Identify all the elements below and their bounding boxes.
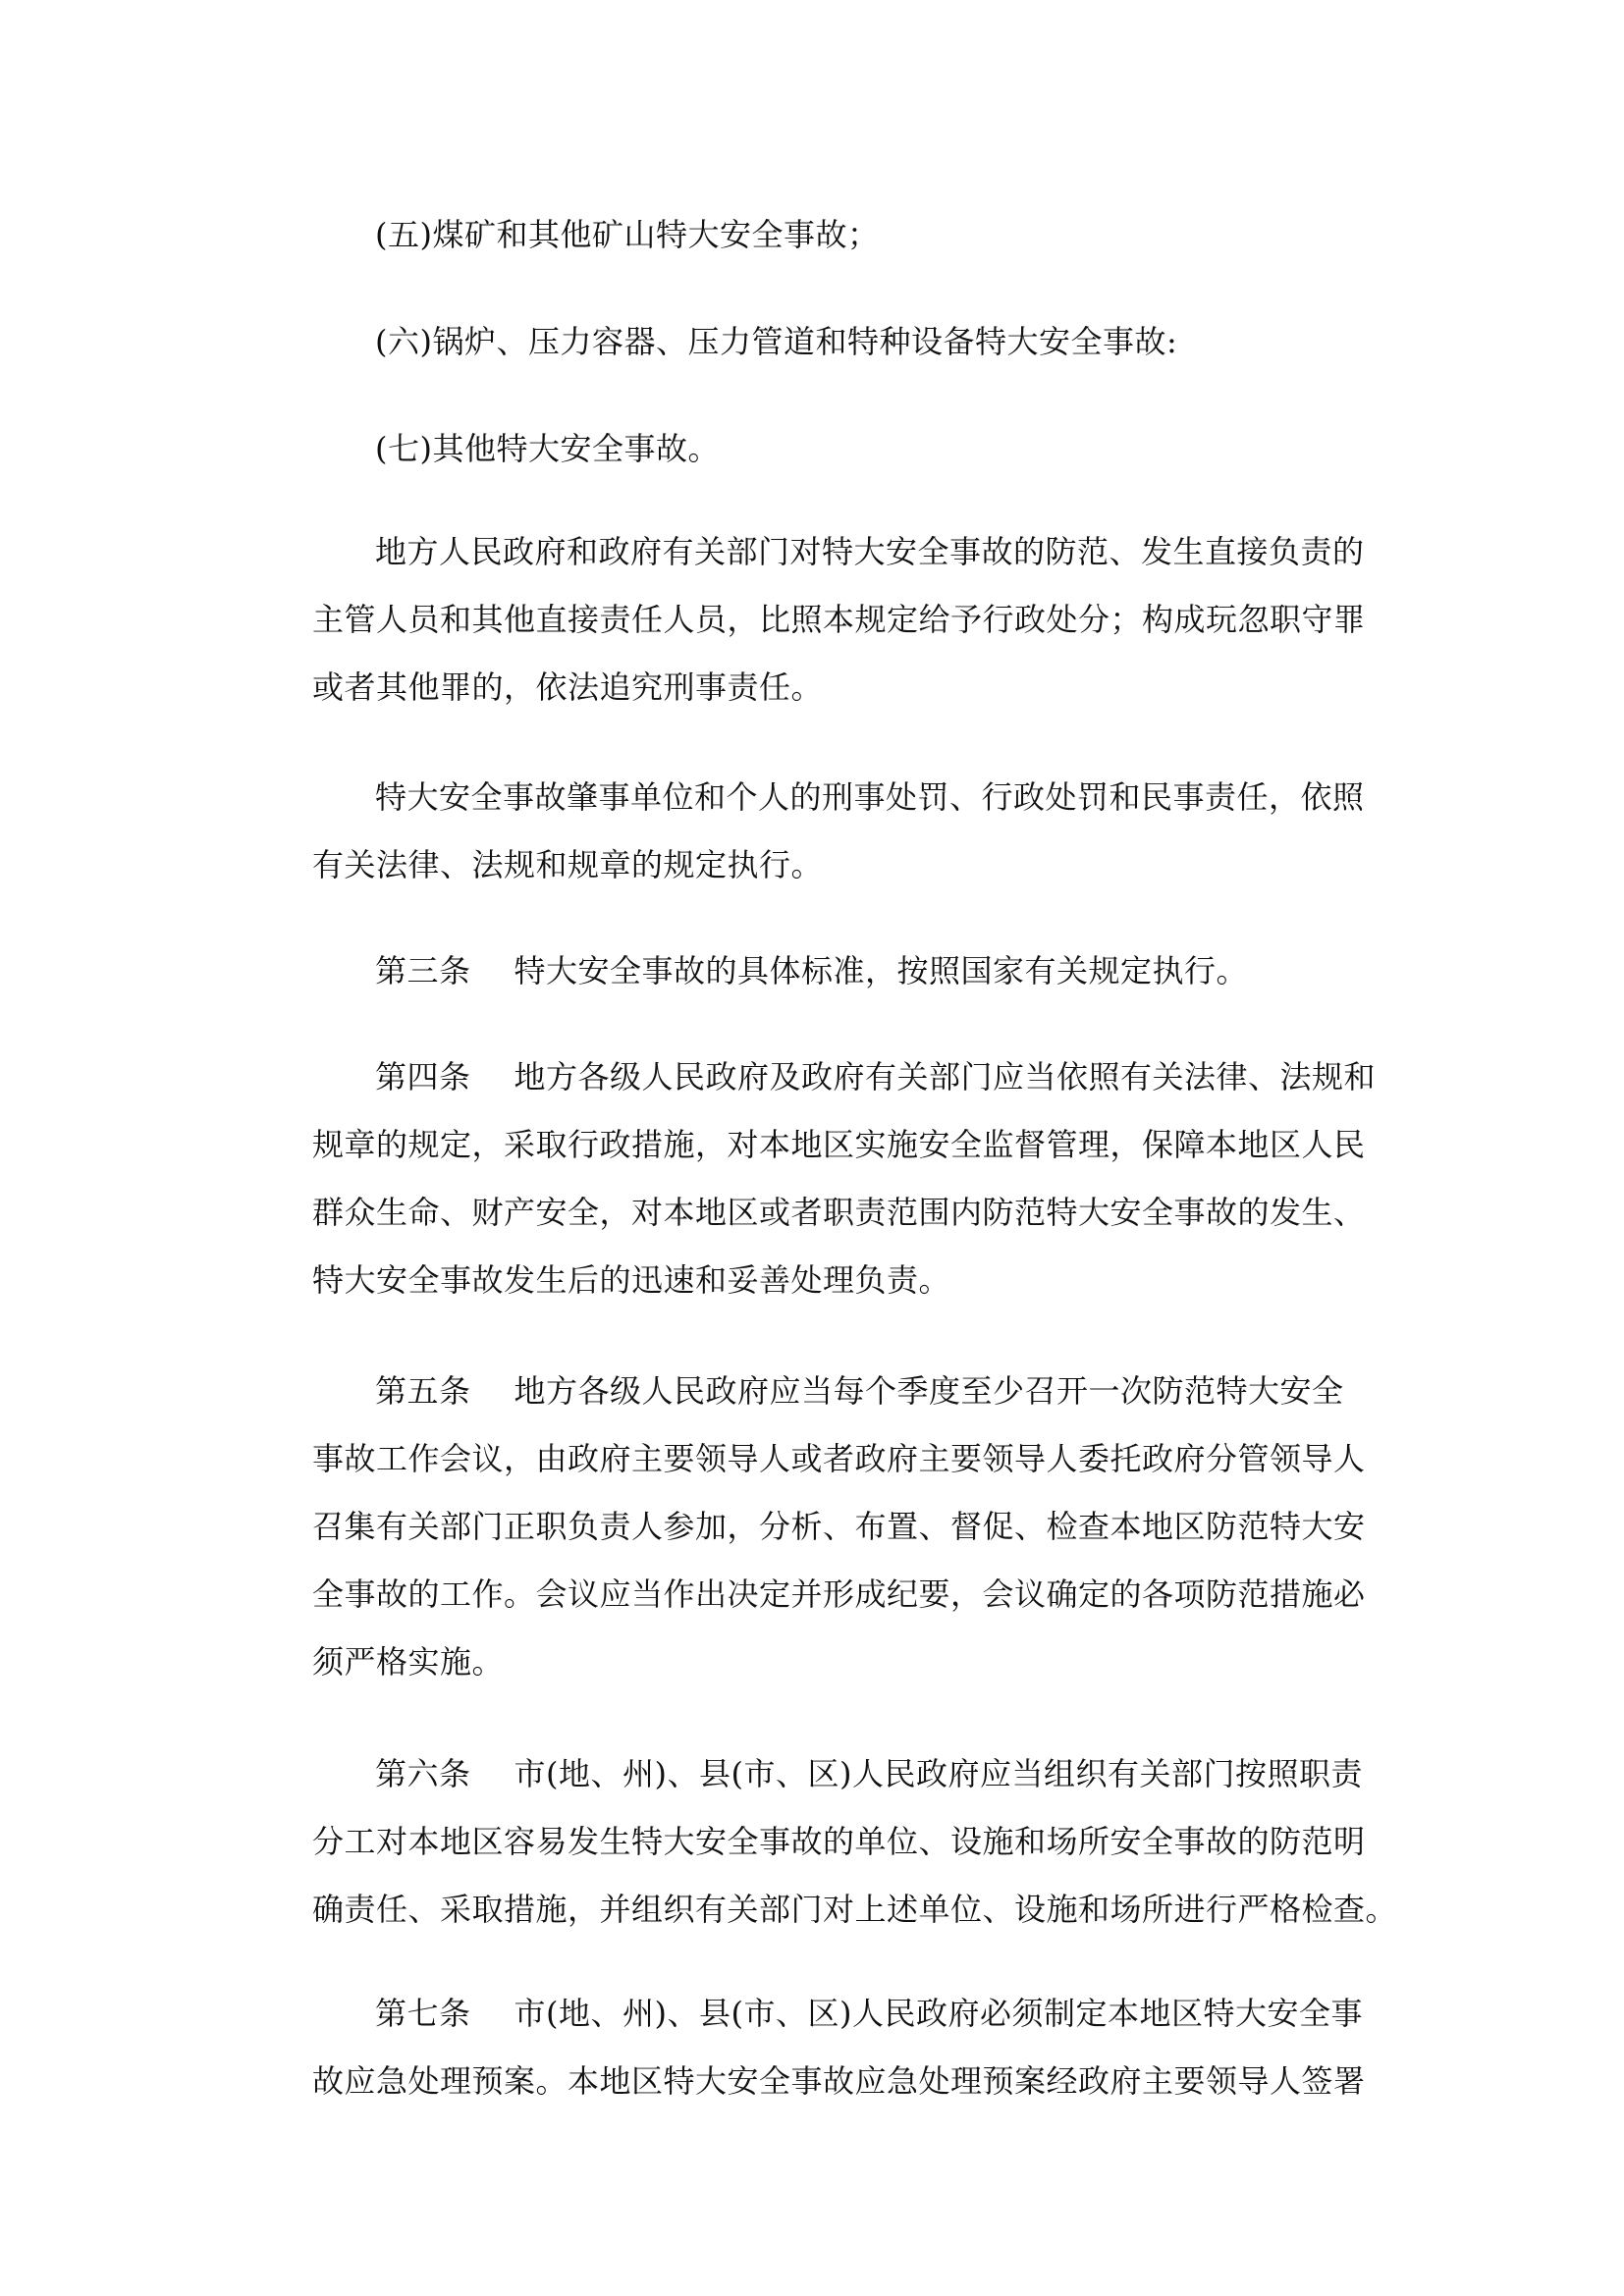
article-line: 故应急处理预案。本地区特大安全事故应急处理预案经政府主要领导人签署 [312, 2062, 1366, 2100]
list-item-text: (六)锅炉、压力容器、压力管道和特种设备特大安全事故: [375, 323, 1178, 360]
article-number: 第六条 [375, 1755, 471, 1792]
paragraph-line: 特大安全事故肇事单位和个人的刑事处罚、行政处罚和民事责任，依照 [375, 778, 1365, 816]
article-line: 特大安全事故发生后的迅速和妥善处理负责。 [312, 1261, 951, 1299]
paragraph-line: 地方人民政府和政府有关部门对特大安全事故的防范、发生直接负责的 [375, 533, 1365, 570]
article-line: 全事故的工作。会议应当作出决定并形成纪要，会议确定的各项防范措施必 [312, 1575, 1366, 1613]
article-line: 确责任、采取措施，并组织有关部门对上述单位、设施和场所进行严格检查。 [312, 1891, 1398, 1928]
article-line: 市(地、州)、县(市、区)人民政府必须制定本地区特大安全事 [514, 1995, 1363, 2032]
paragraph-line: 有关法律、法规和规章的规定执行。 [312, 846, 824, 883]
list-item-text: (五)煤矿和其他矿山特大安全事故； [375, 216, 880, 253]
article [312, 1740, 1398, 1944]
article-line: 地方各级人民政府应当每个季度至少召开一次防范特大安全 [514, 1372, 1344, 1410]
article-line: 分工对本地区容易发生特大安全事故的单位、设施和场所安全事故的防范明 [312, 1823, 1366, 1860]
article [312, 1043, 1377, 1314]
paragraph [312, 764, 1365, 899]
article [312, 937, 1318, 1005]
article-line: 事故工作会议，由政府主要领导人或者政府主要领导人委托政府分管领导人 [312, 1440, 1366, 1477]
article [312, 1980, 1366, 2115]
article-line: 规章的规定，采取行政措施，对本地区实施安全监督管理，保障本地区人民 [312, 1126, 1366, 1163]
article-number: 第三条 [375, 952, 471, 989]
article [312, 1358, 1366, 1696]
list-item [312, 201, 1318, 269]
article-line: 群众生命、财产安全，对本地区或者职责范围内防范特大安全事故的发生、 [312, 1194, 1366, 1231]
article-line: 须严格实施。 [312, 1643, 505, 1681]
paragraph-line: 主管人员和其他直接责任人员，比照本规定给予行政处分；构成玩忽职守罪 [312, 601, 1366, 638]
article-line: 特大安全事故的具体标准，按照国家有关规定执行。 [514, 952, 1249, 989]
article-line: 市(地、州)、县(市、区)人民政府应当组织有关部门按照职责 [514, 1755, 1363, 1792]
article-number: 第四条 [375, 1058, 471, 1095]
list-item-text: (七)其他特大安全事故。 [375, 430, 720, 467]
list-item [312, 415, 1318, 483]
article-line: 召集有关部门正职负责人参加，分析、布置、督促、检查本地区防范特大安 [312, 1508, 1366, 1545]
list-item [312, 308, 1318, 376]
article-line: 地方各级人民政府及政府有关部门应当依照有关法律、法规和 [514, 1058, 1377, 1095]
paragraph [312, 518, 1366, 721]
paragraph-line: 或者其他罪的，依法追究刑事责任。 [312, 668, 824, 706]
article-number: 第五条 [375, 1372, 471, 1410]
article-number: 第七条 [375, 1995, 471, 2032]
